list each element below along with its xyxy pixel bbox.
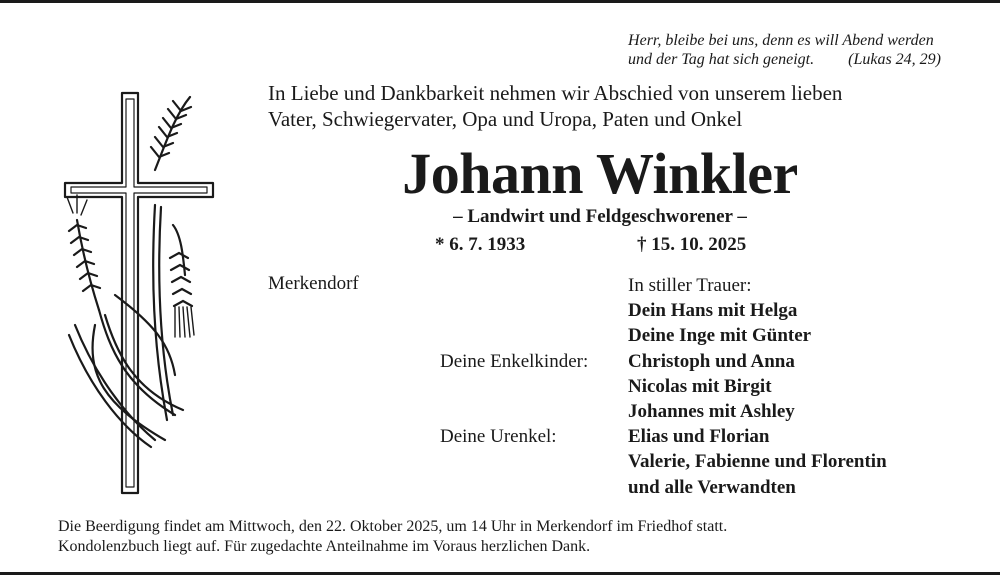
verse-line-1: Herr, bleibe bei uns, denn es will Abend werden — [628, 32, 934, 49]
mourner-great-grandchild: Valerie, Fabienne und Florentin — [628, 451, 887, 473]
funeral-info-line-1: Die Beerdigung findet am Mittwoch, den 22. Oktober 2025, um 14 Uhr in Merkendorf im Friedhof statt. — [58, 518, 728, 535]
birth-date: * 6. 7. 1933 — [435, 234, 526, 255]
death-date: † 15. 10. 2025 — [637, 234, 747, 255]
life-dates — [435, 234, 746, 256]
mourning-heading: In stiller Trauer: — [628, 275, 752, 296]
mourner-child: Dein Hans mit Helga — [628, 300, 798, 322]
verse-line-2-row — [628, 50, 941, 69]
verse-reference: (Lukas 24, 29) — [848, 51, 941, 68]
intro-text — [268, 80, 842, 132]
deceased-name: Johann Winkler — [402, 141, 798, 206]
verse-line-2: und der Tag hat sich geneigt. — [628, 51, 815, 68]
mourner-grandchild: Christoph und Anna — [628, 350, 795, 372]
intro-line-2: Vater, Schwiegervater, Opa und Uropa, Paten und Onkel — [268, 107, 743, 131]
great-grandchildren-label: Deine Urenkel: — [440, 426, 557, 448]
funeral-info-line-2: Kondolenzbuch liegt auf. Für zugedachte Anteilnahme im Voraus herzlichen Dank. — [58, 538, 591, 555]
funeral-info — [58, 517, 727, 557]
mourner-grandchild: Johannes mit Ashley — [628, 401, 795, 423]
mourner-child: Deine Inge mit Günter — [628, 325, 812, 347]
deceased-occupation: – Landwirt und Feldgeschworener – — [453, 206, 747, 227]
mourner-grandchild: Nicolas mit Birgit — [628, 375, 772, 397]
intro-line-1: In Liebe und Dankbarkeit nehmen wir Abschied von unserem lieben — [268, 81, 843, 105]
place-name: Merkendorf — [268, 273, 359, 294]
mourners-list — [440, 273, 887, 500]
mourner-relatives: und alle Verwandten — [628, 476, 796, 498]
bible-verse — [628, 31, 941, 69]
mourner-great-grandchild: Elias und Florian — [628, 426, 770, 448]
grandchildren-label: Deine Enkelkinder: — [440, 350, 589, 372]
